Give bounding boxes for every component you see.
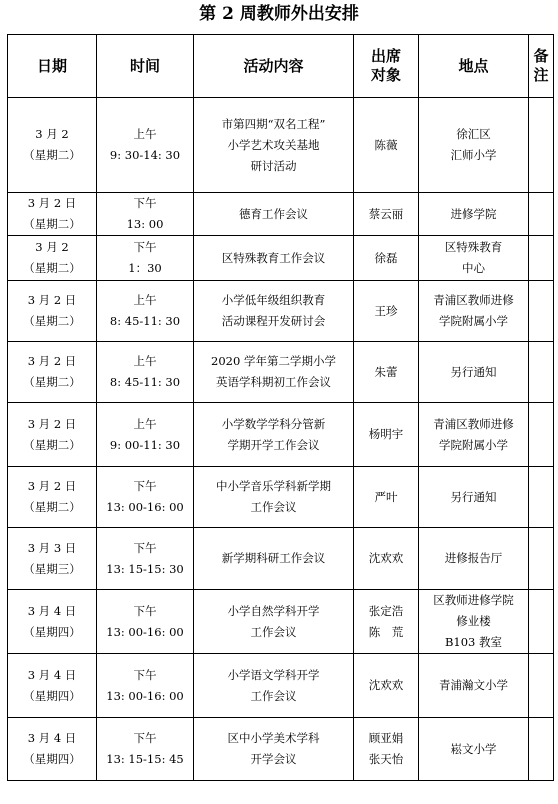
date-cell bbox=[8, 718, 97, 781]
date-line: （星期四） bbox=[23, 688, 81, 703]
attendee-line: 徐磊 bbox=[374, 250, 398, 265]
location-line: 崧文小学 bbox=[450, 741, 497, 756]
date-line: （星期四） bbox=[23, 752, 81, 766]
attendee-cell bbox=[354, 467, 419, 528]
time-cell bbox=[97, 342, 194, 403]
time-cell bbox=[97, 528, 194, 590]
time-line: 1：30 bbox=[128, 261, 162, 275]
time-line: 上午 bbox=[133, 127, 157, 141]
time-cell bbox=[97, 467, 194, 528]
activity-line: 工作会议 bbox=[250, 688, 297, 703]
date-line: （星期二） bbox=[23, 375, 81, 389]
time-cell bbox=[97, 236, 194, 281]
date-cell bbox=[8, 467, 97, 528]
location-line: 区教师进修学院 bbox=[433, 593, 514, 607]
date-line: 3 月 4 日 bbox=[27, 731, 77, 745]
date-line: 3 月 2 日 bbox=[27, 354, 77, 368]
activity-line: 小学艺术攻关基地 bbox=[227, 137, 320, 152]
location-cell bbox=[419, 236, 529, 281]
note-cell bbox=[529, 98, 554, 193]
attendee-line: 张天怡 bbox=[368, 752, 404, 766]
location-cell bbox=[419, 281, 529, 342]
activity-cell bbox=[194, 528, 354, 590]
date-cell bbox=[8, 528, 97, 590]
time-cell bbox=[97, 193, 194, 236]
page-title: 第 2 周教师外出安排 bbox=[199, 4, 359, 24]
table-row bbox=[8, 528, 554, 590]
activity-line: 开学会议 bbox=[250, 752, 297, 766]
time-line: 13: 00-16: 00 bbox=[106, 500, 184, 514]
time-line: 下午 bbox=[133, 731, 157, 745]
table-row bbox=[8, 281, 554, 342]
time-line: 9: 30-14: 30 bbox=[109, 148, 181, 162]
attendee-cell bbox=[354, 528, 419, 590]
attendee-line: 张定浩 bbox=[368, 603, 404, 618]
location-line: 进修学院 bbox=[450, 206, 497, 221]
note-cell bbox=[529, 718, 554, 781]
location-line: 青浦瀚文小学 bbox=[439, 678, 508, 692]
attendee-cell bbox=[354, 281, 419, 342]
date-line: 3 月 2 日 bbox=[27, 293, 77, 307]
location-line: 青浦区教师进修 bbox=[433, 416, 514, 431]
date-line: （星期二） bbox=[23, 500, 81, 514]
date-line: （星期二） bbox=[23, 261, 81, 275]
time-line: 13: 00-16: 00 bbox=[106, 624, 184, 639]
date-line: （星期三） bbox=[23, 561, 81, 576]
location-cell bbox=[419, 98, 529, 193]
activity-line: 2020 学年第二学期小学 bbox=[211, 354, 336, 368]
activity-line: 新学期科研工作会议 bbox=[221, 551, 326, 565]
activity-cell bbox=[194, 236, 354, 281]
location-line: 进修报告厅 bbox=[444, 551, 503, 565]
location-cell bbox=[419, 654, 529, 718]
activity-line: 市第四期“双名工程” bbox=[221, 116, 326, 131]
time-line: 下午 bbox=[133, 667, 157, 682]
time-cell bbox=[97, 590, 194, 654]
attendee-line: 蔡云丽 bbox=[368, 206, 404, 221]
schedule-table bbox=[7, 34, 554, 781]
location-line: 区特殊教育 bbox=[444, 240, 503, 254]
activity-cell bbox=[194, 590, 354, 654]
location-line: 青浦区教师进修 bbox=[433, 293, 514, 307]
activity-line: 德育工作会议 bbox=[239, 206, 308, 221]
activity-cell bbox=[194, 654, 354, 718]
date-cell bbox=[8, 98, 97, 193]
date-line: （星期二） bbox=[23, 437, 81, 452]
activity-line: 区特殊教育工作会议 bbox=[221, 250, 326, 265]
time-line: 下午 bbox=[133, 196, 157, 210]
time-cell bbox=[97, 281, 194, 342]
activity-line: 研讨活动 bbox=[250, 158, 297, 173]
table-row bbox=[8, 654, 554, 718]
header-note bbox=[529, 35, 554, 98]
attendee-line: 朱蕾 bbox=[374, 364, 398, 379]
date-line: 3 月 2 日 bbox=[27, 479, 77, 493]
table-row bbox=[8, 403, 554, 467]
note-cell bbox=[529, 236, 554, 281]
activity-cell bbox=[194, 281, 354, 342]
activity-line: 小学自然学科开学 bbox=[227, 603, 320, 618]
date-line: 3 月 2 bbox=[35, 240, 69, 254]
location-cell bbox=[419, 403, 529, 467]
header-time: 时间 bbox=[97, 35, 194, 98]
location-line: 学院附属小学 bbox=[439, 314, 508, 328]
activity-line: 工作会议 bbox=[250, 500, 297, 514]
date-line: （星期二） bbox=[23, 314, 81, 328]
time-line: 13: 15-15: 30 bbox=[106, 561, 184, 576]
location-line: 另行通知 bbox=[450, 489, 497, 504]
attendee-cell bbox=[354, 654, 419, 718]
location-cell bbox=[419, 590, 529, 654]
activity-line: 学期开学工作会议 bbox=[227, 437, 320, 452]
location-cell bbox=[419, 193, 529, 236]
attendee-cell bbox=[354, 342, 419, 403]
time-line: 上午 bbox=[133, 354, 157, 368]
attendee-line: 陈 荒 bbox=[368, 624, 404, 639]
date-cell bbox=[8, 403, 97, 467]
location-line: 学院附属小学 bbox=[439, 437, 508, 452]
time-cell bbox=[97, 403, 194, 467]
table-row bbox=[8, 193, 554, 236]
location-cell bbox=[419, 467, 529, 528]
header-attendee-line: 对象 bbox=[370, 66, 401, 84]
date-cell bbox=[8, 236, 97, 281]
header-location: 地点 bbox=[419, 35, 529, 98]
date-line: 3 月 3 日 bbox=[27, 540, 77, 555]
time-line: 13: 00-16: 00 bbox=[106, 688, 184, 703]
activity-line: 活动课程开发研讨会 bbox=[221, 314, 326, 328]
date-cell bbox=[8, 654, 97, 718]
time-cell bbox=[97, 98, 194, 193]
attendee-cell bbox=[354, 403, 419, 467]
location-line: 汇师小学 bbox=[450, 148, 497, 162]
attendee-line: 顾亚娟 bbox=[368, 731, 404, 745]
attendee-line: 陈薇 bbox=[374, 137, 398, 152]
time-line: 8: 45-11: 30 bbox=[109, 375, 181, 389]
activity-line: 工作会议 bbox=[250, 624, 297, 639]
activity-line: 小学低年级组织教育 bbox=[221, 293, 326, 307]
header-row bbox=[8, 35, 554, 98]
note-cell bbox=[529, 654, 554, 718]
activity-cell bbox=[194, 718, 354, 781]
table-row bbox=[8, 467, 554, 528]
location-line: B103 教室 bbox=[444, 635, 503, 649]
activity-line: 中小学音乐学科新学期 bbox=[216, 479, 331, 493]
time-line: 下午 bbox=[133, 540, 157, 555]
attendee-line: 沈欢欢 bbox=[368, 551, 404, 565]
date-line: （星期二） bbox=[23, 217, 81, 231]
header-attendee bbox=[354, 35, 419, 98]
date-cell bbox=[8, 193, 97, 236]
attendee-line: 沈欢欢 bbox=[368, 678, 404, 692]
header-activity: 活动内容 bbox=[194, 35, 354, 98]
activity-cell bbox=[194, 193, 354, 236]
note-cell bbox=[529, 342, 554, 403]
note-cell bbox=[529, 467, 554, 528]
time-cell bbox=[97, 654, 194, 718]
activity-cell bbox=[194, 467, 354, 528]
location-line: 徐汇区 bbox=[456, 127, 491, 141]
time-cell bbox=[97, 718, 194, 781]
attendee-cell bbox=[354, 236, 419, 281]
time-line: 13: 15-15: 45 bbox=[106, 752, 184, 766]
attendee-line: 王珍 bbox=[374, 303, 398, 318]
activity-line: 小学语文学科开学 bbox=[227, 667, 320, 682]
date-line: （星期四） bbox=[23, 624, 81, 639]
activity-cell bbox=[194, 98, 354, 193]
date-line: 3 月 4 日 bbox=[27, 603, 77, 618]
attendee-cell bbox=[354, 98, 419, 193]
date-cell bbox=[8, 342, 97, 403]
time-line: 下午 bbox=[133, 240, 157, 254]
note-cell bbox=[529, 528, 554, 590]
note-cell bbox=[529, 281, 554, 342]
location-cell bbox=[419, 528, 529, 590]
attendee-cell bbox=[354, 193, 419, 236]
note-cell bbox=[529, 590, 554, 654]
activity-line: 小学数学学科分管新 bbox=[221, 416, 326, 431]
activity-cell bbox=[194, 342, 354, 403]
date-line: 3 月 4 日 bbox=[27, 667, 77, 682]
location-line: 另行通知 bbox=[450, 364, 497, 379]
time-line: 上午 bbox=[133, 416, 157, 431]
header-note-line: 备 bbox=[533, 47, 549, 65]
date-line: 3 月 2 日 bbox=[27, 416, 77, 431]
location-line: 中心 bbox=[462, 261, 485, 275]
activity-line: 区中小学美术学科 bbox=[227, 731, 320, 745]
date-line: 3 月 2 bbox=[35, 127, 69, 141]
time-line: 下午 bbox=[133, 603, 157, 618]
attendee-line: 杨明宇 bbox=[368, 427, 404, 441]
table-row bbox=[8, 98, 554, 193]
attendee-cell bbox=[354, 718, 419, 781]
note-cell bbox=[529, 403, 554, 467]
time-line: 下午 bbox=[133, 479, 157, 493]
activity-cell bbox=[194, 403, 354, 467]
location-cell bbox=[419, 342, 529, 403]
date-line: 3 月 2 日 bbox=[27, 196, 77, 210]
table-row bbox=[8, 590, 554, 654]
location-line: 修业楼 bbox=[456, 614, 491, 628]
location-cell bbox=[419, 718, 529, 781]
note-cell bbox=[529, 193, 554, 236]
time-line: 上午 bbox=[133, 293, 157, 307]
time-line: 9: 00-11: 30 bbox=[109, 437, 181, 452]
table-row bbox=[8, 718, 554, 781]
header-note-line: 注 bbox=[533, 66, 549, 84]
date-line: （星期二） bbox=[23, 148, 81, 162]
attendee-line: 严叶 bbox=[374, 489, 398, 504]
time-line: 13: 00 bbox=[126, 217, 164, 231]
table-row bbox=[8, 236, 554, 281]
date-cell bbox=[8, 281, 97, 342]
header-date: 日期 bbox=[8, 35, 97, 98]
date-cell bbox=[8, 590, 97, 654]
header-attendee-line: 出席 bbox=[370, 47, 401, 65]
table-row bbox=[8, 342, 554, 403]
activity-line: 英语学科期初工作会议 bbox=[216, 375, 331, 389]
time-line: 8: 45-11: 30 bbox=[109, 314, 181, 328]
attendee-cell bbox=[354, 590, 419, 654]
